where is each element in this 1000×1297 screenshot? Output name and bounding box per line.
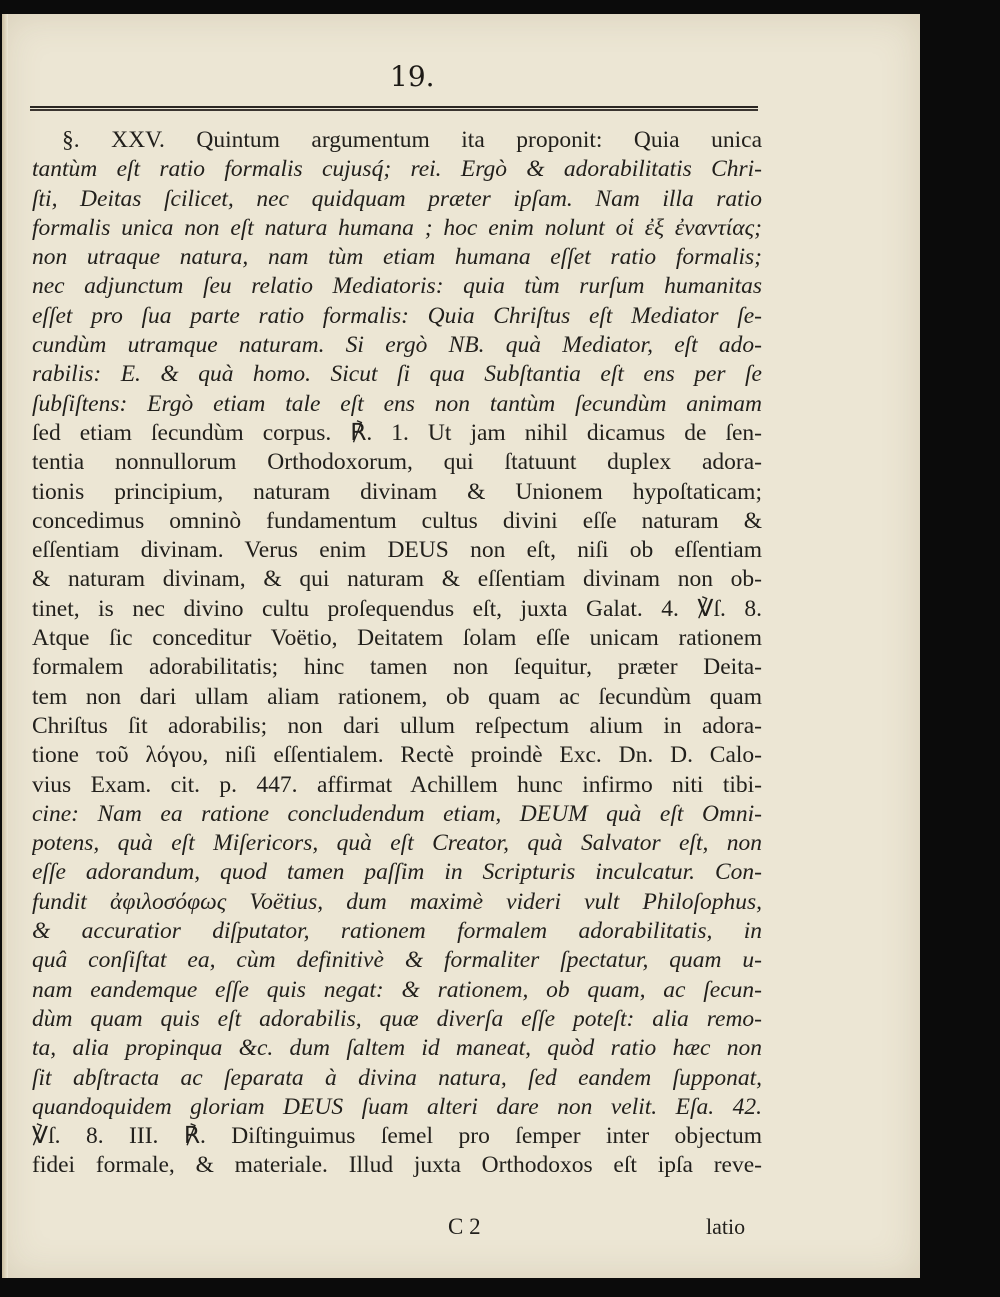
text-line: ſubſiſtens: Ergò etiam tale eſt ens non tantùm ſecundùm animam	[32, 390, 762, 417]
text-line: cine: Nam ea ratione concludendum etiam, DEUM quà eſt Omni-	[32, 800, 762, 827]
catchword: latio	[706, 1214, 746, 1239]
text-line: ta, alia propinqua &c. dum ſaltem id maneat, quòd ratio hæc non	[32, 1035, 762, 1062]
text-line: ℣ſ. 8. III. ℟. Diſtinguimus ſemel pro ſemper inter objectum	[32, 1123, 762, 1150]
page-number: 19.	[390, 60, 435, 93]
text-line: tantùm eſt ratio formalis cujusq́; rei. Ergò & adorabilitatis Chri-	[32, 156, 762, 183]
text-line: nam eandemque eſſe quis negat: & rationem, ob quam, ac ſecun-	[32, 976, 762, 1003]
text-line: & accuratior diſputator, rationem formalem adorabilitatis, in	[32, 918, 762, 945]
text-line: tione τοῦ λόγου, niſi eſſentialem. Rectè proindè Exc. Dn. D. Calo-	[32, 742, 762, 769]
text-line: ſit abſtracta ac ſeparata à divina natura, ſed eandem ſupponat,	[32, 1064, 762, 1091]
text-line: formalis unica non eſt natura humana ; hoc enim nolunt οἱ ἐξ ἐναντίας;	[32, 214, 762, 241]
text-line: formalem adorabilitatis; hinc tamen non ſequitur, præter Deita-	[32, 654, 762, 681]
text-line: potens, quà eſt Miſericors, quà eſt Creator, quà Salvator eſt, non	[32, 830, 762, 857]
signature-mark: C 2	[448, 1214, 481, 1239]
text-line: fidei formale, & materiale. Illud juxta Orthodoxos eſt ipſa reve-	[32, 1152, 762, 1179]
text-line: Atque ſic conceditur Voëtio, Deitatem ſolam eſſe unicam rationem	[32, 625, 762, 652]
text-line: non utraque natura, nam tùm etiam humana eſſet ratio formalis;	[32, 244, 762, 271]
text-line: quâ conſiſtat ea, cùm definitivè & formaliter ſpectatur, quam u-	[32, 947, 762, 974]
text-line: vius Exam. cit. p. 447. affirmat Achillem hunc infirmo niti tibi-	[32, 771, 762, 798]
text-line: quandoquidem gloriam DEUS ſuam alteri dare non velit. Eſa. 42.	[32, 1093, 762, 1120]
text-line: eſſentiam divinam. Verus enim DEUS non eſt, niſi ob eſſentiam	[32, 537, 762, 564]
text-line: eſſe adorandum, quod tamen paſſim in Scripturis inculcatur. Con-	[32, 859, 762, 886]
header-rule	[30, 106, 758, 111]
text-line: eſſet pro ſua parte ratio formalis: Quia Chriſtus eſt Mediator ſe-	[32, 302, 762, 329]
text-line: cundùm utramque naturam. Si ergò NB. quà Mediator, eſt ado-	[32, 332, 762, 359]
body-text	[32, 126, 762, 1181]
text-line: rabilis: E. & quà homo. Sicut ſi qua Subſtantia eſt ens per ſe	[32, 361, 762, 388]
text-line: §. XXV. Quintum argumentum ita proponit: Quia unica	[62, 127, 762, 153]
book-page	[2, 14, 920, 1278]
text-line: tionis principium, naturam divinam & Unionem hypoſtaticam;	[32, 478, 762, 505]
text-line: nec adjunctum ſeu relatio Mediatoris: quia tùm rurſum humanitas	[32, 273, 762, 300]
text-line: Chriſtus ſit adorabilis; non dari ullum reſpectum alium in adora-	[32, 712, 762, 739]
text-line: tentia nonnullorum Orthodoxorum, qui ſtatuunt duplex adora-	[32, 449, 762, 476]
text-line: dùm quam quis eſt adorabilis, quæ diverſa eſſe poteſt: alia remo-	[32, 1005, 762, 1032]
binding-edge	[2, 14, 8, 1278]
text-line: tinet, is nec divino cultu proſequendus eſt, juxta Galat. 4. ℣ſ. 8.	[32, 595, 762, 622]
text-line: & naturam divinam, & qui naturam & eſſentiam divinam non ob-	[32, 566, 762, 593]
text-line: ſti, Deitas ſcilicet, nec quidquam præter ipſam. Nam illa ratio	[32, 185, 762, 212]
text-line: ſed etiam ſecundùm corpus. ℟. 1. Ut jam nihil dicamus de ſen-	[32, 419, 762, 446]
text-line: concedimus omninò fundamentum cultus divini eſſe naturam &	[32, 507, 762, 534]
text-line: tem non dari ullam aliam rationem, ob quam ac ſecundùm quam	[32, 683, 762, 710]
text-line: fundit ἀφιλοσόφως Voëtius, dum maximè videri vult Philoſophus,	[32, 888, 762, 915]
